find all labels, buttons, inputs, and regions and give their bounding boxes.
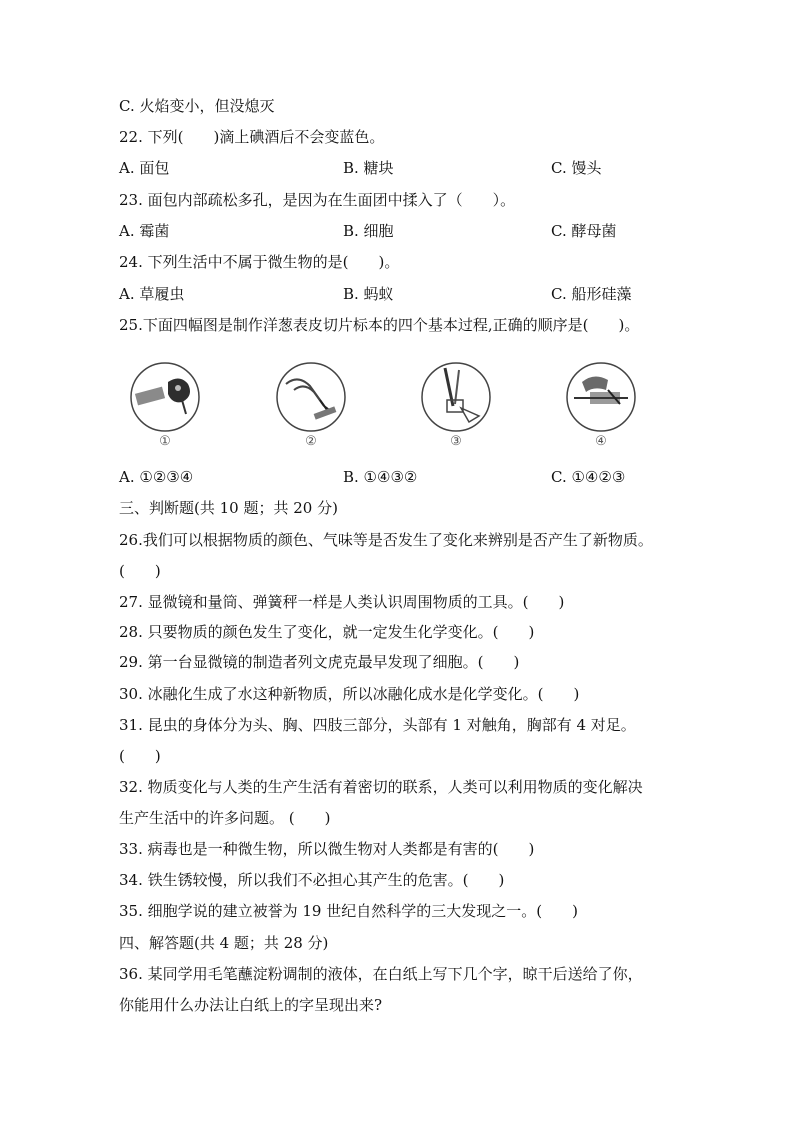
question-35: 35. 细胞学说的建立被誉为 19 世纪自然科学的三大发现之一。( ) [119, 902, 578, 920]
q25-option-c: C. ①④②③ [551, 468, 626, 486]
question-26: 26.我们可以根据物质的颜色、气味等是否发生了变化来辨别是否产生了新物质。 [119, 531, 653, 549]
figure-1 [128, 360, 202, 452]
figure-2-label: ② [305, 434, 317, 449]
question-33: 33. 病毒也是一种微生物，所以微生物对人类都是有害的( ) [119, 840, 535, 858]
question-32-continued: 生产生活中的许多问题。 ( ) [119, 809, 331, 827]
q23-option-b: B. 细胞 [343, 222, 394, 240]
q22-option-b: B. 糖块 [343, 159, 394, 177]
question-34: 34. 铁生锈较慢，所以我们不必担心其产生的危害。( ) [119, 871, 505, 889]
q23-option-c: C. 酵母菌 [551, 222, 617, 240]
dropper-icon [128, 360, 202, 434]
question-24: 24. 下列生活中不属于微生物的是( )。 [119, 253, 400, 271]
question-27: 27. 显微镜和量筒、弹簧秤一样是人类认识周围物质的工具。( ) [119, 593, 565, 611]
tweezers-icon [274, 360, 348, 434]
q21-option-c: C. 火焰变小，但没熄灭 [119, 97, 275, 115]
figure-2 [274, 360, 348, 452]
q24-option-a: A. 草履虫 [119, 285, 185, 303]
question-26-bracket: ( ) [119, 562, 161, 580]
question-25: 25.下面四幅图是制作洋葱表皮切片标本的四个基本过程,正确的顺序是( )。 [119, 316, 640, 334]
figure-4 [564, 360, 638, 452]
figure-3-label: ③ [450, 434, 462, 449]
question-23: 23. 面包内部疏松多孔，是因为在生面团中揉入了（ ）。 [119, 191, 516, 209]
q24-option-b: B. 蚂蚁 [343, 285, 394, 303]
section-4-heading: 四、解答题(共 4 题；共 28 分) [119, 934, 329, 952]
q25-option-b: B. ①④③② [343, 468, 418, 486]
figure-4-label: ④ [595, 434, 607, 449]
question-28: 28. 只要物质的颜色发生了变化，就一定发生化学变化。( ) [119, 623, 535, 641]
q22-option-a: A. 面包 [119, 159, 170, 177]
q25-option-a: A. ①②③④ [119, 468, 194, 486]
question-29: 29. 第一台显微镜的制造者列文虎克最早发现了细胞。( ) [119, 653, 520, 671]
question-30: 30. 冰融化生成了水这种新物质，所以冰融化成水是化学变化。( ) [119, 685, 580, 703]
figure-1-label: ① [159, 434, 171, 449]
q23-option-a: A. 霉菌 [119, 222, 170, 240]
question-22: 22. 下列( )滴上碘酒后不会变蓝色。 [119, 128, 385, 146]
figure-3 [419, 360, 493, 452]
section-3-heading: 三、判断题(共 10 题；共 20 分) [119, 499, 338, 517]
question-31-bracket: ( ) [119, 747, 161, 765]
coverslip-icon [564, 360, 638, 434]
question-32: 32. 物质变化与人类的生产生活有着密切的联系，人类可以利用物质的变化解决 [119, 778, 643, 796]
question-31: 31. 昆虫的身体分为头、胸、四肢三部分，头部有 1 对触角，胸部有 4 对足。 [119, 716, 636, 734]
q24-option-c: C. 船形硅藻 [551, 285, 632, 303]
q22-option-c: C. 馒头 [551, 159, 602, 177]
question-36: 36. 某同学用毛笔蘸淀粉调制的液体，在白纸上写下几个字，晾干后送给了你， [119, 965, 643, 983]
cutting-icon [419, 360, 493, 434]
question-36-continued: 你能用什么办法让白纸上的字呈现出来? [119, 996, 383, 1014]
